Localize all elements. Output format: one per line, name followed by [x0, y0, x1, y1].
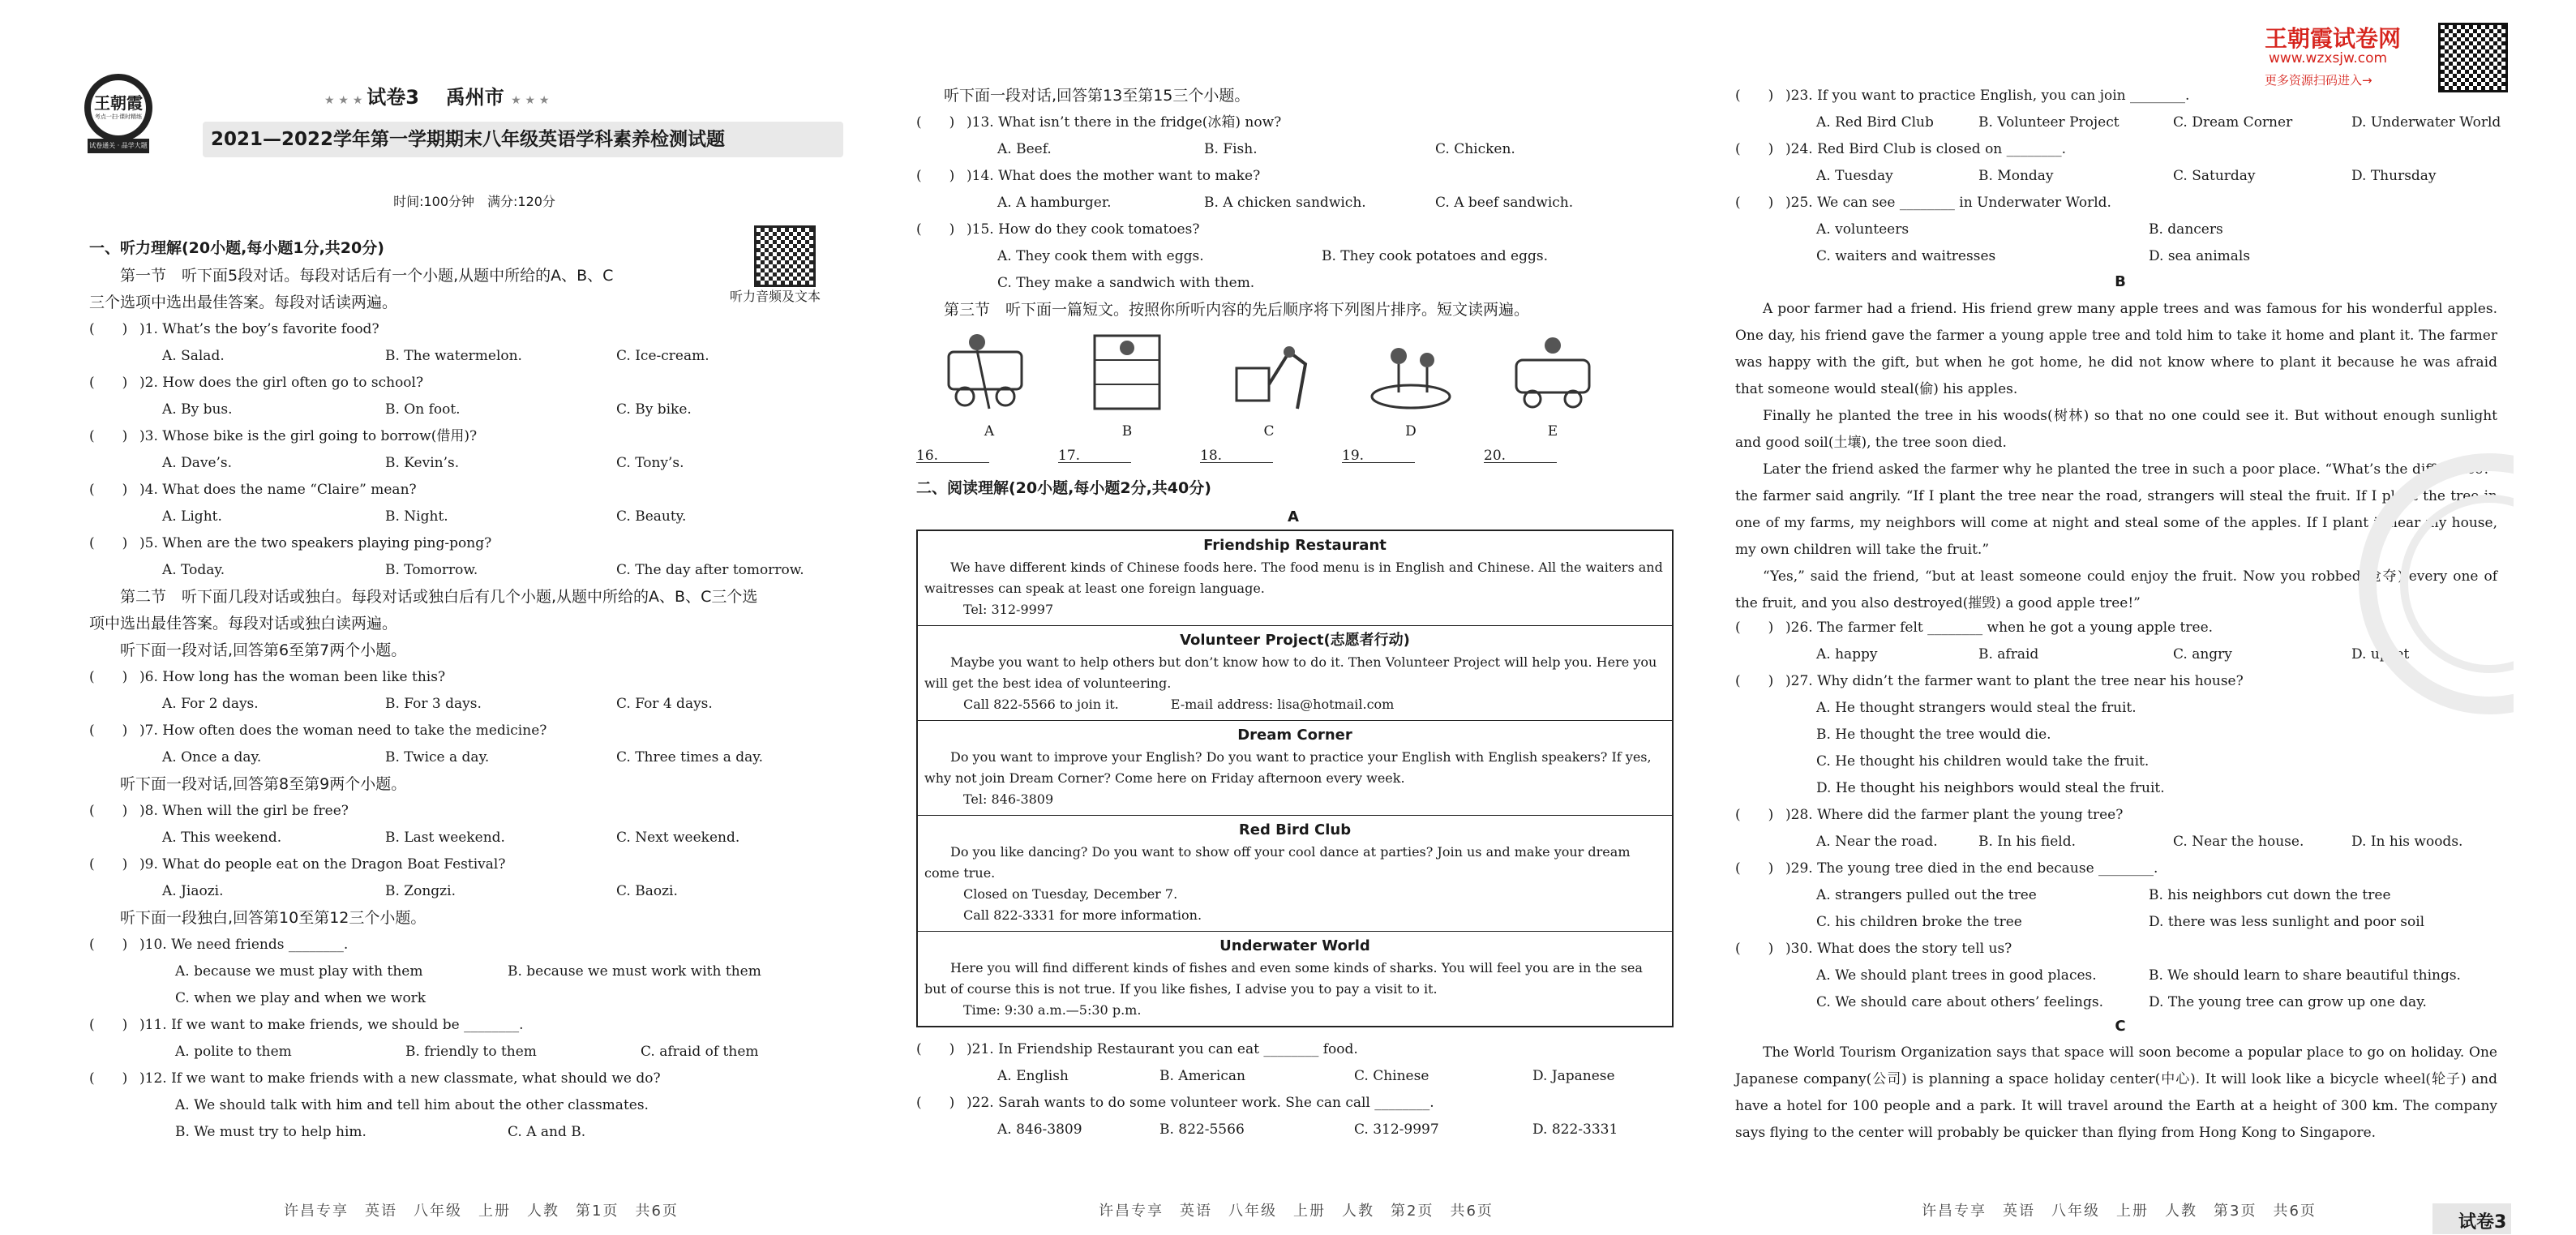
- option-a[interactable]: A. This weekend.: [162, 830, 282, 846]
- picture-b: [1078, 328, 1176, 417]
- option-row: [916, 270, 1670, 297]
- question-stem: [89, 530, 859, 557]
- question-stem: [916, 1036, 1670, 1063]
- option-b[interactable]: B. In his field.: [1978, 834, 2077, 850]
- option-row: [89, 985, 859, 1012]
- option-a[interactable]: A. Salad.: [162, 348, 225, 364]
- passage-b-paragraph: A poor farmer had a friend. His friend grew many apple trees and was famous for his wonderful apples. One day, his friend gave the farmer a young apple tree and told him to take it home and plant it. The farmer was happy with the gift, but when he got home, he did not know where to plant it because he was afraid that someone would steal(偷) his apples.: [1735, 301, 2497, 397]
- question-text: )11. If we want to make friends, we should be ________.: [139, 1017, 524, 1033]
- option-row: [1735, 829, 2505, 855]
- option-row: [1735, 243, 2505, 270]
- question-stem: [1735, 855, 2505, 882]
- option-row: [89, 397, 859, 423]
- answer-paren[interactable]: ( ): [916, 1041, 955, 1057]
- question-stem: [916, 1090, 1670, 1117]
- answer-paren[interactable]: ( ): [916, 114, 955, 131]
- option-a[interactable]: A. English: [997, 1068, 1069, 1084]
- ad-section: [918, 932, 1672, 1026]
- passage-label-c: C: [2115, 1018, 2126, 1035]
- option-c[interactable]: C. Tony’s.: [616, 455, 684, 471]
- answer-paren[interactable]: ( ): [89, 669, 128, 685]
- option-c[interactable]: C. Beauty.: [616, 508, 687, 525]
- answer-paren[interactable]: ( ): [89, 1017, 128, 1033]
- listening-question: [89, 316, 859, 370]
- picture-d: [1362, 328, 1459, 417]
- option-b[interactable]: B. 822-5566: [1159, 1121, 1245, 1138]
- option-c[interactable]: C. waiters and waitresses: [1816, 248, 1996, 264]
- question-text: )3. Whose bike is the girl going to borrow(借用)?: [139, 428, 478, 444]
- question-stem: [89, 316, 859, 343]
- question-text: )6. How long has the woman been like this?: [139, 669, 446, 685]
- lead-6-7: 听下面一段对话,回答第6至第7两个小题。: [120, 641, 407, 659]
- reading-question: [1735, 855, 2505, 936]
- question-text: )10. We need friends ________.: [139, 937, 349, 953]
- blank-number: 16.: [916, 448, 939, 464]
- ad-text: Tel: 846-3809: [963, 791, 1054, 807]
- ad-text: Here you will find different kinds of fishes and even some kinds of sharks. You will feel you are in the sea but of course this is not true. If you like fishes, I advise you to pay a visit to it.: [924, 960, 1643, 997]
- question-text: )23. If you want to practice English, you can join ________.: [1785, 88, 2190, 104]
- listening-question: [89, 718, 859, 771]
- option-b[interactable]: B. A chicken sandwich.: [1204, 195, 1366, 211]
- option-a[interactable]: A. Dave’s.: [162, 455, 233, 471]
- answer-paren[interactable]: ( ): [1735, 195, 1774, 211]
- question-text: )21. In Friendship Restaurant you can eat ________ food.: [967, 1041, 1358, 1057]
- option-c[interactable]: C. Dream Corner: [2173, 114, 2293, 131]
- lead-8-9: 听下面一段对话,回答第8至第9两个小题。: [120, 775, 407, 793]
- logo-badge: [81, 69, 156, 158]
- qr-code-icon[interactable]: [754, 225, 816, 287]
- ad-text: Tel: 312-9997: [963, 602, 1054, 617]
- option-b[interactable]: B. afraid: [1978, 646, 2039, 663]
- option-d[interactable]: D. Japanese: [1532, 1068, 1615, 1084]
- answer-paren[interactable]: ( ): [89, 375, 128, 391]
- answer-paren[interactable]: ( ): [89, 482, 128, 498]
- ad-title: Underwater World: [1219, 937, 1370, 954]
- answer-paren[interactable]: ( ): [916, 1095, 955, 1111]
- page-footer-2: 许昌专享 英语 八年级 上册 人教 第2页 共6页: [1099, 1203, 1494, 1220]
- option-a[interactable]: A. volunteers: [1816, 221, 1909, 238]
- option-row: [916, 136, 1670, 163]
- question-text: )9. What do people eat on the Dragon Boat Festival?: [139, 856, 506, 873]
- reading-question: [916, 1090, 1670, 1143]
- option-row: [1735, 163, 2505, 190]
- question-text: )2. How does the girl often go to school?: [139, 375, 424, 391]
- answer-paren[interactable]: ( ): [1735, 807, 1774, 823]
- ad-text: Do you want to improve your English? Do you want to practice your English with English speakers? If yes, why not join Dream Corner? Come here on Friday afternoon every week.: [924, 749, 1652, 786]
- option-row: [89, 1039, 859, 1066]
- question-text: )1. What’s the boy’s favorite food?: [139, 321, 379, 337]
- option-c[interactable]: C. For 4 days.: [616, 696, 713, 712]
- option-row: [89, 958, 859, 985]
- logo-text: 王朝霞: [94, 93, 143, 113]
- option-d[interactable]: D. The young tree can grow up one day.: [2149, 994, 2427, 1010]
- passage-b-paragraph: Later the friend asked the farmer why he planted the tree in such a poor place. “What’s the difference?” the farmer said angrily. “If I plant the tree near the road, strangers will steal the fruit. If I plant the tree in one of my farms, my neighbors will come at night and steal some of the apples. If I plant it near my house, my own children will take the fruit.”: [1735, 461, 2497, 558]
- option-b[interactable]: B. Zongzi.: [385, 883, 456, 899]
- option-c[interactable]: C. when we play and when we work: [175, 990, 426, 1006]
- question-stem: [89, 370, 859, 397]
- listening-question: [89, 664, 859, 718]
- time-score: 时间:100分钟 满分:120分: [393, 194, 555, 209]
- page-2: [916, 0, 1670, 1235]
- picture-c: [1220, 328, 1318, 417]
- question-text: )7. How often does the woman need to take the medicine?: [139, 723, 547, 739]
- option-b[interactable]: B. Monday: [1978, 168, 2054, 184]
- reading-question: [1735, 802, 2505, 855]
- option-b[interactable]: B. Night.: [385, 508, 448, 525]
- option-b[interactable]: B. On foot.: [385, 401, 461, 418]
- question-stem: [89, 798, 859, 825]
- listening-heading: 一、听力理解(20小题,每小题1分,共20分): [89, 239, 384, 257]
- ad-text: Do you like dancing? Do you want to show off your cool dance at parties? Join us and make your dream come true.: [924, 844, 1631, 881]
- answer-blank[interactable]: [1200, 448, 1273, 463]
- listening-question: [89, 851, 859, 905]
- option-a[interactable]: A. We should plant trees in good places.: [1816, 967, 2097, 984]
- answer-paren[interactable]: ( ): [1735, 941, 1774, 957]
- option-c[interactable]: C. Chicken.: [1435, 141, 1515, 157]
- ad-title: Dream Corner: [1237, 727, 1352, 744]
- ad-text: We have different kinds of Chinese foods here. The food menu is in English and Chinese. All the waiters and waitresses can speak at least one foreign language.: [924, 560, 1663, 596]
- question-text: )12. If we want to make friends with a new classmate, what should we do?: [139, 1070, 661, 1087]
- question-text: )8. When will the girl be free?: [139, 803, 349, 819]
- answer-paren[interactable]: ( ): [916, 221, 955, 238]
- option-b[interactable]: B. Last weekend.: [385, 830, 505, 846]
- option-c[interactable]: C. A beef sandwich.: [1435, 195, 1574, 211]
- option-b[interactable]: B. American: [1159, 1068, 1245, 1084]
- question-stem: [89, 932, 859, 958]
- option-row: [89, 343, 859, 370]
- option-a[interactable]: A. By bus.: [162, 401, 233, 418]
- option-c[interactable]: C. The day after tomorrow.: [616, 562, 804, 578]
- ad-title: Friendship Restaurant: [1203, 537, 1387, 554]
- option-b[interactable]: B. Kevin’s.: [385, 455, 460, 471]
- picture-label: A: [984, 423, 995, 440]
- option-a[interactable]: A. 846-3809: [997, 1121, 1082, 1138]
- picture-label: E: [1547, 423, 1558, 440]
- question-text: )30. What does the story tell us?: [1785, 941, 2012, 957]
- star-icon: ★ ★ ★: [324, 94, 367, 107]
- option-row: [89, 1092, 859, 1119]
- option-a[interactable]: A. polite to them: [175, 1044, 292, 1060]
- question-stem: [916, 109, 1670, 136]
- page-footer-3: 许昌专享 英语 八年级 上册 人教 第3页 共6页: [1922, 1203, 2317, 1220]
- option-row: [89, 450, 859, 477]
- question-text: )24. Red Bird Club is closed on ________.: [1785, 141, 2067, 157]
- ad-section: [918, 531, 1672, 626]
- question-stem: [1735, 802, 2505, 829]
- question-text: )5. When are the two speakers playing ping-pong?: [139, 535, 492, 551]
- option-a[interactable]: A. because we must play with them: [175, 963, 423, 980]
- listening-question: [89, 798, 859, 851]
- answer-blank[interactable]: [916, 448, 989, 463]
- option-d[interactable]: D. Thursday: [2351, 168, 2437, 184]
- answer-paren[interactable]: ( ): [89, 937, 128, 953]
- question-stem: [1735, 936, 2505, 963]
- question-text: )25. We can see ________ in Underwater World.: [1785, 195, 2111, 211]
- option-a[interactable]: A. He thought strangers would steal the fruit.: [1816, 700, 2137, 716]
- option-d[interactable]: D. upset: [2351, 646, 2410, 663]
- option-d[interactable]: D. there was less sunlight and poor soil: [2149, 914, 2425, 930]
- option-row: [1735, 882, 2505, 909]
- corner-label-text: 试卷3: [2458, 1212, 2507, 1233]
- ad-section: [918, 816, 1672, 932]
- answer-paren[interactable]: ( ): [89, 723, 128, 739]
- listening-question: [89, 1012, 859, 1066]
- question-text: )29. The young tree died in the end because ________.: [1785, 860, 2158, 877]
- picture-row: [916, 328, 1670, 449]
- brand-url[interactable]: www.wzxsjw.com: [2269, 50, 2388, 66]
- listening-question: [916, 109, 1670, 163]
- option-a[interactable]: A. For 2 days.: [162, 696, 259, 712]
- listening-question: [89, 423, 859, 477]
- option-a[interactable]: A. Beef.: [997, 141, 1052, 157]
- option-c[interactable]: C. By bike.: [616, 401, 692, 418]
- answer-paren[interactable]: ( ): [916, 168, 955, 184]
- star-icon: ★ ★ ★: [511, 94, 550, 107]
- option-d[interactable]: D. sea animals: [2149, 248, 2251, 264]
- answer-paren[interactable]: ( ): [1735, 141, 1774, 157]
- city-name: 禹州市: [445, 86, 504, 109]
- option-d[interactable]: D. 822-3331: [1532, 1121, 1618, 1138]
- option-c[interactable]: C. Ice-cream.: [616, 348, 709, 364]
- part2-intro: 第二节 听下面几段对话或独白。每段对话或独白后有几个小题,从题中所给的A、B、C三个选: [120, 588, 758, 606]
- question-text: )26. The farmer felt ________ when he got a young apple tree.: [1785, 620, 2214, 636]
- option-a[interactable]: A. A hamburger.: [997, 195, 1112, 211]
- option-row: [1735, 217, 2505, 243]
- part3-intro: 第三节 听下面一篇短文。按照你所听内容的先后顺序将下列图片排序。短文读两遍。: [944, 301, 1530, 319]
- option-row: [916, 243, 1670, 270]
- ad-text: Time: 9:30 a.m.—5:30 p.m.: [963, 1002, 1142, 1018]
- option-c[interactable]: C. Three times a day.: [616, 749, 764, 765]
- option-a[interactable]: A. Today.: [162, 562, 225, 578]
- ad-section: [918, 721, 1672, 816]
- option-c[interactable]: C. Baozi.: [616, 883, 678, 899]
- answer-paren[interactable]: ( ): [89, 535, 128, 551]
- answer-blank[interactable]: [1342, 448, 1415, 463]
- page-3: [1735, 0, 2505, 1235]
- option-row: [89, 691, 859, 718]
- question-stem: [89, 664, 859, 691]
- lead-10-12: 听下面一段独白,回答第10至第12三个小题。: [120, 909, 426, 927]
- question-stem: [1735, 136, 2505, 163]
- option-b[interactable]: B. Twice a day.: [385, 749, 490, 765]
- question-stem: [89, 1012, 859, 1039]
- answer-paren[interactable]: ( ): [89, 803, 128, 819]
- option-c[interactable]: C. We should care about others’ feelings.: [1816, 994, 2104, 1010]
- option-row: [1735, 775, 2505, 802]
- option-a[interactable]: A. Tuesday: [1816, 168, 1893, 184]
- page-footer-1: 许昌专享 英语 八年级 上册 人教 第1页 共6页: [284, 1203, 679, 1220]
- picture-label: C: [1263, 423, 1275, 440]
- exam-title: 2021—2022学年第一学期期末八年级英语学科素养检测试题: [211, 129, 726, 150]
- question-stem: [89, 851, 859, 878]
- part1-intro: 第一节 听下面5段对话。每段对话后有一个小题,从题中所给的A、B、C: [120, 267, 614, 285]
- lead-13-15: 听下面一段对话,回答第13至第15三个小题。: [944, 87, 1250, 105]
- option-row: [89, 1119, 859, 1146]
- option-a[interactable]: A. happy: [1816, 646, 1878, 663]
- passage-label-b: B: [2115, 273, 2126, 290]
- logo-foot: 试卷通关 · 品学大题: [89, 142, 148, 149]
- question-stem: [89, 718, 859, 744]
- option-b[interactable]: B. We should learn to share beautiful things.: [2149, 967, 2461, 984]
- option-c[interactable]: C. He thought his children would take the fruit.: [1816, 753, 2150, 770]
- reading-question: [1735, 190, 2505, 270]
- option-b[interactable]: B. They cook potatoes and eggs.: [1322, 248, 1549, 264]
- question-stem: [89, 477, 859, 504]
- ad-text: Call 822-5566 to join it. E-mail address: lisa@hotmail.com: [963, 697, 1395, 712]
- question-text: )28. Where did the farmer plant the young tree?: [1785, 807, 2124, 823]
- option-row: [1735, 748, 2505, 775]
- ad-title: Volunteer Project(志愿者行动): [1180, 632, 1410, 649]
- answer-paren[interactable]: ( ): [1735, 860, 1774, 877]
- picture-label: D: [1405, 423, 1417, 440]
- option-a[interactable]: A. strangers pulled out the tree: [1816, 887, 2037, 903]
- listening-question: [89, 530, 859, 584]
- passage-c: The World Tourism Organization says that space will soon become a popular place to go on holiday. One Japanese company(公司) is planning a space holiday center(中心). It will look like a bicycle wheel(轮子) and have a hotel for 100 people and a park. It will travel around the Earth at a height of 300 km. The company says flying to the center will probably be quicker than flying from Hong Kong to Singapore.: [1735, 1044, 2497, 1141]
- option-b[interactable]: B. because we must work with them: [508, 963, 761, 980]
- option-b[interactable]: B. He thought the tree would die.: [1816, 727, 2051, 743]
- option-a[interactable]: A. Jiaozi.: [162, 883, 224, 899]
- logo-sub: 考点一扫·课时精练: [94, 114, 143, 120]
- watermark-seal: [2351, 446, 2514, 722]
- option-c[interactable]: C. They make a sandwich with them.: [997, 275, 1255, 291]
- question-text: )22. Sarah wants to do some volunteer work. She can call ________.: [967, 1095, 1434, 1111]
- question-stem: [916, 163, 1670, 190]
- option-b[interactable]: B. For 3 days.: [385, 696, 482, 712]
- option-c[interactable]: C. his children broke the tree: [1816, 914, 2022, 930]
- option-b[interactable]: B. Tomorrow.: [385, 562, 478, 578]
- option-c[interactable]: C. A and B.: [508, 1124, 586, 1140]
- blank-number: 20.: [1484, 448, 1507, 464]
- answer-blank[interactable]: [1484, 448, 1557, 463]
- reading-question: [1735, 136, 2505, 190]
- answer-paren[interactable]: ( ): [89, 1070, 128, 1087]
- question-text: )27. Why didn’t the farmer want to plant the tree near his house?: [1785, 673, 2244, 689]
- listening-question: [89, 477, 859, 530]
- reading-question: [1735, 83, 2505, 136]
- option-row: [916, 190, 1670, 217]
- option-b[interactable]: B. Volunteer Project: [1978, 114, 2120, 131]
- option-c[interactable]: C. Next weekend.: [616, 830, 740, 846]
- picture-label: B: [1121, 423, 1133, 440]
- question-stem: [1735, 190, 2505, 217]
- option-b[interactable]: B. dancers: [2149, 221, 2223, 238]
- question-text: )13. What isn’t there in the fridge(冰箱) now?: [967, 114, 1282, 131]
- option-d[interactable]: D. He thought his neighbors would steal the fruit.: [1816, 780, 2165, 796]
- option-b[interactable]: B. his neighbors cut down the tree: [2149, 887, 2391, 903]
- reading-question: [1735, 936, 2505, 1016]
- option-b[interactable]: B. Fish.: [1204, 141, 1258, 157]
- answer-paren[interactable]: ( ): [1735, 673, 1774, 689]
- question-stem: [89, 1066, 859, 1092]
- option-row: [1735, 722, 2505, 748]
- option-row: [89, 825, 859, 851]
- option-row: [916, 1117, 1670, 1143]
- listening-question: [89, 370, 859, 423]
- option-a[interactable]: A. They cook them with eggs.: [997, 248, 1204, 264]
- option-c[interactable]: C. afraid of them: [641, 1044, 759, 1060]
- reading-heading: 二、阅读理解(20小题,每小题2分,共40分): [916, 479, 1211, 497]
- question-text: )15. How do they cook tomatoes?: [967, 221, 1200, 238]
- listening-question: [916, 217, 1670, 297]
- ads-box: [916, 530, 1674, 1027]
- option-a[interactable]: A. Near the road.: [1816, 834, 1938, 850]
- option-a[interactable]: A. We should talk with him and tell him about the other classmates.: [175, 1097, 649, 1113]
- answer-paren[interactable]: ( ): [89, 428, 128, 444]
- part2-intro-2: 项中选出最佳答案。每段对话或独白读两遍。: [89, 615, 398, 633]
- listening-question: [89, 932, 859, 1012]
- option-a[interactable]: A. Red Bird Club: [1816, 114, 1934, 131]
- option-a[interactable]: A. Once a day.: [162, 749, 262, 765]
- brand-name[interactable]: 王朝霞试卷网: [2265, 25, 2402, 52]
- blank-number: 17.: [1058, 448, 1081, 464]
- option-row: [1735, 109, 2505, 136]
- ad-section: [918, 626, 1672, 721]
- option-c[interactable]: C. Saturday: [2173, 168, 2256, 184]
- option-row: [1735, 909, 2505, 936]
- option-row: [89, 744, 859, 771]
- blank-number: 18.: [1200, 448, 1223, 464]
- option-b[interactable]: B. The watermelon.: [385, 348, 522, 364]
- ad-text: Call 822-3331 for more information.: [963, 907, 1202, 923]
- answer-paren[interactable]: ( ): [89, 856, 128, 873]
- ad-text: Closed on Tuesday, December 7.: [963, 886, 1178, 902]
- option-c[interactable]: C. angry: [2173, 646, 2232, 663]
- option-c[interactable]: C. 312-9997: [1354, 1121, 1439, 1138]
- picture-a: [941, 328, 1038, 417]
- question-text: )4. What does the name “Claire” mean?: [139, 482, 417, 498]
- ad-title: Red Bird Club: [1238, 821, 1352, 838]
- paper-label-row: [324, 81, 549, 109]
- option-d[interactable]: D. Underwater World: [2351, 114, 2501, 131]
- option-b[interactable]: B. We must try to help him.: [175, 1124, 366, 1140]
- option-c[interactable]: C. Chinese: [1354, 1068, 1429, 1084]
- question-stem: [89, 423, 859, 450]
- listening-question: [89, 1066, 859, 1146]
- passage-b-paragraph: “Yes,” said the friend, “but at least someone could enjoy the fruit. Now you robbed(抢夺) every one of the fruit, and you also destroyed(摧毁) a good apple tree!”: [1735, 568, 2497, 611]
- passage-label-a: A: [1288, 508, 1299, 525]
- option-row: [916, 1063, 1670, 1090]
- answer-paren[interactable]: ( ): [89, 321, 128, 337]
- option-row: [1735, 963, 2505, 989]
- listening-question: [916, 163, 1670, 217]
- blank-number: 19.: [1342, 448, 1365, 464]
- option-a[interactable]: A. Light.: [162, 508, 222, 525]
- page-1: [89, 0, 859, 1235]
- option-row: [89, 878, 859, 905]
- ordering-blanks: [916, 448, 1670, 475]
- qr-label: 听力音频及文本: [730, 289, 821, 304]
- reading-question: [916, 1036, 1670, 1090]
- answer-paren[interactable]: ( ): [1735, 88, 1774, 104]
- ad-text: Maybe you want to help others but don’t know how to do it. Then Volunteer Project will help you. Here you will get the best idea of volunteering.: [924, 654, 1657, 691]
- part1-intro-2: 三个选项中选出最佳答案。每段对话读两遍。: [89, 294, 398, 311]
- option-row: [89, 557, 859, 584]
- option-d[interactable]: D. In his woods.: [2351, 834, 2463, 850]
- answer-blank[interactable]: [1058, 448, 1131, 463]
- option-b[interactable]: B. friendly to them: [405, 1044, 537, 1060]
- passage-b-paragraph: Finally he planted the tree in his woods(树林) so that no one could see it. But without enough sunlight and good soil(土壤), the tree soon died.: [1735, 408, 2497, 451]
- answer-paren[interactable]: ( ): [1735, 620, 1774, 636]
- brand-slogan: 更多资源扫码进入→: [2265, 73, 2372, 88]
- option-c[interactable]: C. Near the house.: [2173, 834, 2304, 850]
- question-stem: [916, 217, 1670, 243]
- picture-e: [1504, 328, 1601, 417]
- question-stem: [1735, 83, 2505, 109]
- question-text: )14. What does the mother want to make?: [967, 168, 1261, 184]
- paper-label: 试卷3: [366, 86, 419, 109]
- option-row: [89, 504, 859, 530]
